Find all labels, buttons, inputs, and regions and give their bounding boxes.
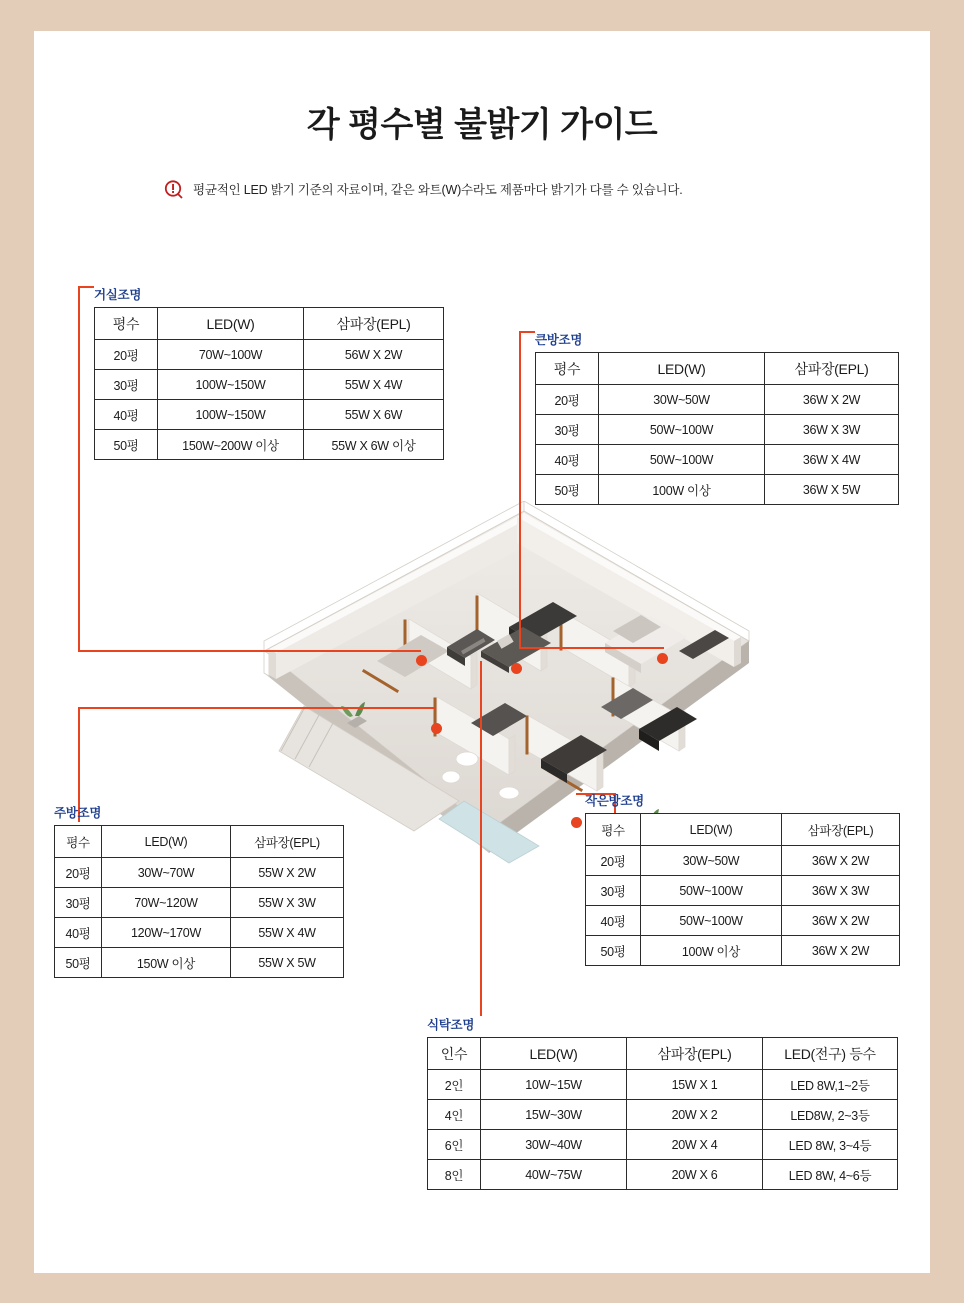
table-row xyxy=(55,858,344,888)
table-row xyxy=(428,1070,898,1100)
cell: 40평 xyxy=(55,918,102,948)
cell: 4인 xyxy=(428,1100,481,1130)
col-header: 평수 xyxy=(55,826,102,858)
table-block-big-room xyxy=(535,330,899,505)
cell: 20평 xyxy=(536,385,599,415)
cell: 30평 xyxy=(586,876,641,906)
table-block-living-room xyxy=(94,285,444,460)
table-row xyxy=(536,415,899,445)
connector-living-room-h2 xyxy=(78,650,421,652)
cell: 55W X 6W 이상 xyxy=(304,430,444,460)
connector-living-room-v2 xyxy=(78,308,80,650)
cell: 30평 xyxy=(95,370,158,400)
cell: 30W~70W xyxy=(102,858,231,888)
table-label-big-room: 큰방조명 xyxy=(535,333,583,347)
cell: 70W~100W xyxy=(158,340,304,370)
col-header: 인수 xyxy=(428,1038,481,1070)
cell: 55W X 3W xyxy=(231,888,344,918)
col-header: LED(W) xyxy=(158,308,304,340)
table-row xyxy=(95,340,444,370)
table-header-row xyxy=(55,826,344,858)
kitchen-marker xyxy=(431,723,442,734)
cell: 55W X 6W xyxy=(304,400,444,430)
col-header: 삼파장(EPL) xyxy=(231,826,344,858)
cell: 50W~100W xyxy=(599,415,765,445)
cell: 40평 xyxy=(586,906,641,936)
col-header: 평수 xyxy=(536,353,599,385)
cell: 120W~170W xyxy=(102,918,231,948)
cell: 20W X 4 xyxy=(627,1130,763,1160)
table-row xyxy=(95,430,444,460)
cell: 20W X 2 xyxy=(627,1100,763,1130)
col-header: LED(W) xyxy=(102,826,231,858)
cell: 36W X 3W xyxy=(782,876,900,906)
page-title: 각 평수별 불밝기 가이드 xyxy=(306,106,658,144)
cell: 36W X 5W xyxy=(765,475,899,505)
table-row xyxy=(55,948,344,978)
cell: 40평 xyxy=(95,400,158,430)
cell: 50W~100W xyxy=(641,906,782,936)
cell: 6인 xyxy=(428,1130,481,1160)
cell: 15W~30W xyxy=(481,1100,627,1130)
table-row xyxy=(536,445,899,475)
cell: 70W~120W xyxy=(102,888,231,918)
cell: 30평 xyxy=(536,415,599,445)
table-kitchen xyxy=(54,825,344,978)
cell: 15W X 1 xyxy=(627,1070,763,1100)
table-row xyxy=(586,936,900,966)
table-row xyxy=(55,888,344,918)
connector-big-room-v1 xyxy=(519,331,521,349)
big-room-marker xyxy=(657,653,668,664)
cell: 30W~50W xyxy=(641,846,782,876)
table-label-small-room: 작은방조명 xyxy=(585,794,644,808)
cell: 50평 xyxy=(95,430,158,460)
cell: 100W~150W xyxy=(158,400,304,430)
cell: 40평 xyxy=(536,445,599,475)
cell: 36W X 4W xyxy=(765,445,899,475)
cell: 20평 xyxy=(586,846,641,876)
cell: 150W 이상 xyxy=(102,948,231,978)
table-row xyxy=(586,906,900,936)
table-block-dining xyxy=(427,1015,898,1190)
cell: 56W X 2W xyxy=(304,340,444,370)
connector-living-room-v1 xyxy=(78,286,80,308)
cell: 20평 xyxy=(95,340,158,370)
col-header: 삼파장(EPL) xyxy=(782,814,900,846)
table-block-kitchen xyxy=(54,803,344,978)
col-header: LED(W) xyxy=(481,1038,627,1070)
table-header-row xyxy=(586,814,900,846)
cell: LED 8W, 4~6등 xyxy=(763,1160,898,1190)
cell: 10W~15W xyxy=(481,1070,627,1100)
table-row xyxy=(55,918,344,948)
warning-exclamation-icon xyxy=(164,179,184,199)
table-row xyxy=(586,846,900,876)
cell: 55W X 2W xyxy=(231,858,344,888)
cell: 55W X 4W xyxy=(231,918,344,948)
cell: 55W X 4W xyxy=(304,370,444,400)
cell: 30W~40W xyxy=(481,1130,627,1160)
table-row xyxy=(428,1160,898,1190)
cell: 100W 이상 xyxy=(599,475,765,505)
note-text: 평균적인 LED 밝기 기준의 자료이며, 같은 와트(W)수라도 제품마다 밝기가 다를 수 있습니다. xyxy=(193,183,683,197)
table-row xyxy=(428,1130,898,1160)
cell: LED 8W, 3~4등 xyxy=(763,1130,898,1160)
table-row xyxy=(428,1100,898,1130)
table-row xyxy=(95,370,444,400)
cell: 36W X 2W xyxy=(782,846,900,876)
cell: 50W~100W xyxy=(641,876,782,906)
cell: 36W X 2W xyxy=(782,936,900,966)
cell: 150W~200W 이상 xyxy=(158,430,304,460)
cell: 36W X 2W xyxy=(782,906,900,936)
table-row xyxy=(536,385,899,415)
cell: 100W~150W xyxy=(158,370,304,400)
note-row xyxy=(164,179,864,199)
connector-big-room-v2 xyxy=(519,349,521,647)
dining-marker xyxy=(511,663,522,674)
table-label-living-room: 거실조명 xyxy=(94,288,142,302)
col-header: 삼파장(EPL) xyxy=(304,308,444,340)
cell: LED 8W,1~2등 xyxy=(763,1070,898,1100)
table-row xyxy=(95,400,444,430)
cell: 30평 xyxy=(55,888,102,918)
cell: 50W~100W xyxy=(599,445,765,475)
table-small-room xyxy=(585,813,900,966)
connector-big-room-h2 xyxy=(519,647,664,649)
cell: 36W X 2W xyxy=(765,385,899,415)
connector-big-room-h1 xyxy=(519,331,535,333)
col-header: LED(전구) 등수 xyxy=(763,1038,898,1070)
cell: 50평 xyxy=(586,936,641,966)
col-header: 평수 xyxy=(95,308,158,340)
table-row xyxy=(586,876,900,906)
table-dining xyxy=(427,1037,898,1190)
connector-kitchen-h1 xyxy=(78,707,435,709)
table-header-row xyxy=(536,353,899,385)
cell: 100W 이상 xyxy=(641,936,782,966)
page-canvas xyxy=(34,31,930,1273)
connector-dining-v1 xyxy=(480,661,482,1016)
small-room-marker xyxy=(571,817,582,828)
table-label-kitchen: 주방조명 xyxy=(54,806,102,820)
table-big-room xyxy=(535,352,899,505)
table-block-small-room xyxy=(585,791,900,966)
cell: 55W X 5W xyxy=(231,948,344,978)
cell: 8인 xyxy=(428,1160,481,1190)
table-header-row xyxy=(95,308,444,340)
col-header: 삼파장(EPL) xyxy=(627,1038,763,1070)
cell: 30W~50W xyxy=(599,385,765,415)
cell: LED8W, 2~3등 xyxy=(763,1100,898,1130)
col-header: LED(W) xyxy=(599,353,765,385)
col-header: 삼파장(EPL) xyxy=(765,353,899,385)
table-living-room xyxy=(94,307,444,460)
table-row xyxy=(536,475,899,505)
table-label-dining: 식탁조명 xyxy=(427,1018,475,1032)
living-room-marker xyxy=(416,655,427,666)
col-header: 평수 xyxy=(586,814,641,846)
cell: 20평 xyxy=(55,858,102,888)
cell: 50평 xyxy=(55,948,102,978)
cell: 20W X 6 xyxy=(627,1160,763,1190)
connector-living-room-h1 xyxy=(78,286,94,288)
cell: 2인 xyxy=(428,1070,481,1100)
cell: 36W X 3W xyxy=(765,415,899,445)
table-header-row xyxy=(428,1038,898,1070)
col-header: LED(W) xyxy=(641,814,782,846)
cell: 50평 xyxy=(536,475,599,505)
cell: 40W~75W xyxy=(481,1160,627,1190)
